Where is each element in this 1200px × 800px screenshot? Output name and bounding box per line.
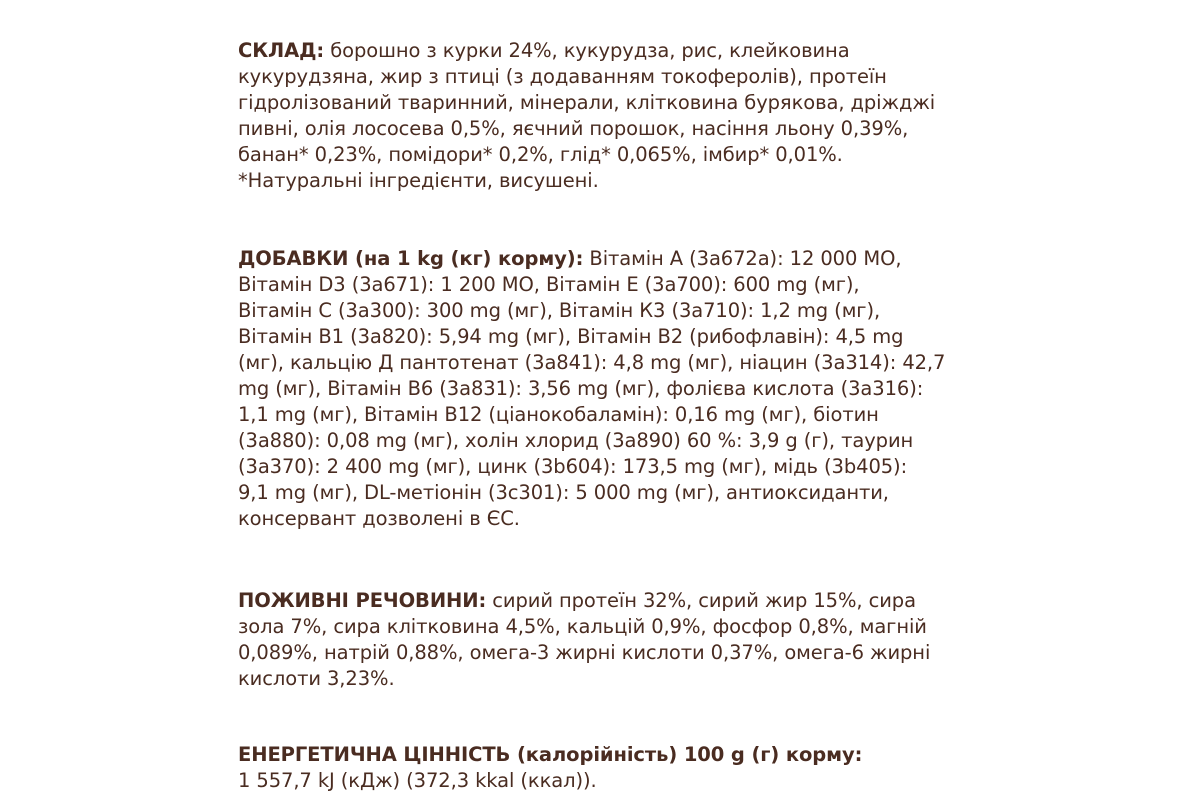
nutrients-line-3: 0,089%, натрій 0,88%, омега-3 жирні кислоти 0,37%, омега-6 жирні	[238, 641, 931, 664]
composition-section	[238, 38, 968, 194]
nutrients-line-1	[238, 588, 968, 614]
additives-label: ДОБАВКИ (на 1 kg (кг) корму):	[238, 247, 584, 270]
additives-line-10: 9,1 mg (мг), DL-метіонін (3c301): 5 000 mg (мг), антиоксиданти,	[238, 481, 889, 504]
composition-line-3: гідролізований тваринний, мінерали, клітковина бурякова, дріжджі	[238, 91, 936, 114]
composition-line-1	[238, 38, 968, 64]
additives-line-8: (3a880): 0,08 mg (мг), холін хлорид (3a890) 60 %: 3,9 g (г), таурин	[238, 429, 914, 452]
additives-line-9: (3a370): 2 400 mg (мг), цинк (3b604): 173,5 mg (мг), мідь (3b405):	[238, 455, 908, 478]
composition-line-2: кукурудзяна, жир з птиці (з додаванням токоферолів), протеїн	[238, 65, 887, 88]
additives-line-5: (мг), кальцію Д пантотенат (3a841): 4,8 mg (мг), ніацин (3a314): 42,7	[238, 351, 946, 374]
additives-section	[238, 246, 968, 532]
energy-value: 1 557,7 kJ (кДж) (372,3 kkal (ккал)).	[238, 769, 597, 792]
additives-line-4: Вітамін В1 (3a820): 5,94 mg (мг), Вітамін В2 (рибофлавін): 4,5 mg	[238, 325, 904, 348]
composition-label: СКЛАД:	[238, 39, 325, 62]
additives-line-6: mg (мг), Вітамін В6 (3a831): 3,56 mg (мг), фолієва кислота (3a316):	[238, 377, 924, 400]
nutrients-line-4: кислоти 3,23%.	[238, 667, 395, 690]
additives-line-2: Вітамін D3 (3a671): 1 200 МО, Вітамін Е (3a700): 600 mg (мг),	[238, 273, 860, 296]
nutrients-line-2: зола 7%, сира клітковина 4,5%, кальцій 0,9%, фосфор 0,8%, магній	[238, 615, 927, 638]
additives-text: Вітамін А (3a672a): 12 000 МО,	[583, 247, 902, 270]
additives-line-1	[238, 246, 968, 272]
nutrients-text: сирий протеїн 32%, сирий жир 15%, сира	[486, 589, 916, 612]
composition-text: борошно з курки 24%, кукурудза, рис, клейковина	[324, 39, 850, 62]
additives-line-7: 1,1 mg (мг), Вітамін В12 (ціанокобаламін): 0,16 mg (мг), біотин	[238, 403, 879, 426]
additives-line-11: консервант дозволені в ЄС.	[238, 507, 520, 530]
energy-section	[238, 742, 968, 794]
energy-label: ЕНЕРГЕТИЧНА ЦІННІСТЬ (калорійність) 100 g (г) корму:	[238, 743, 863, 766]
composition-line-4: пивні, олія лососева 0,5%, яєчний порошок, насіння льону 0,39%,	[238, 117, 909, 140]
composition-line-5: банан* 0,23%, помідори* 0,2%, глід* 0,065%, імбир* 0,01%.	[238, 143, 843, 166]
additives-line-3: Вітамін С (3a300): 300 mg (мг), Вітамін К3 (3a710): 1,2 mg (мг),	[238, 299, 881, 322]
nutrients-label: ПОЖИВНІ РЕЧОВИНИ:	[238, 589, 487, 612]
product-info-document	[238, 38, 968, 794]
nutrients-section	[238, 588, 968, 692]
composition-footnote: *Натуральні інгредієнти, висушені.	[238, 169, 599, 192]
